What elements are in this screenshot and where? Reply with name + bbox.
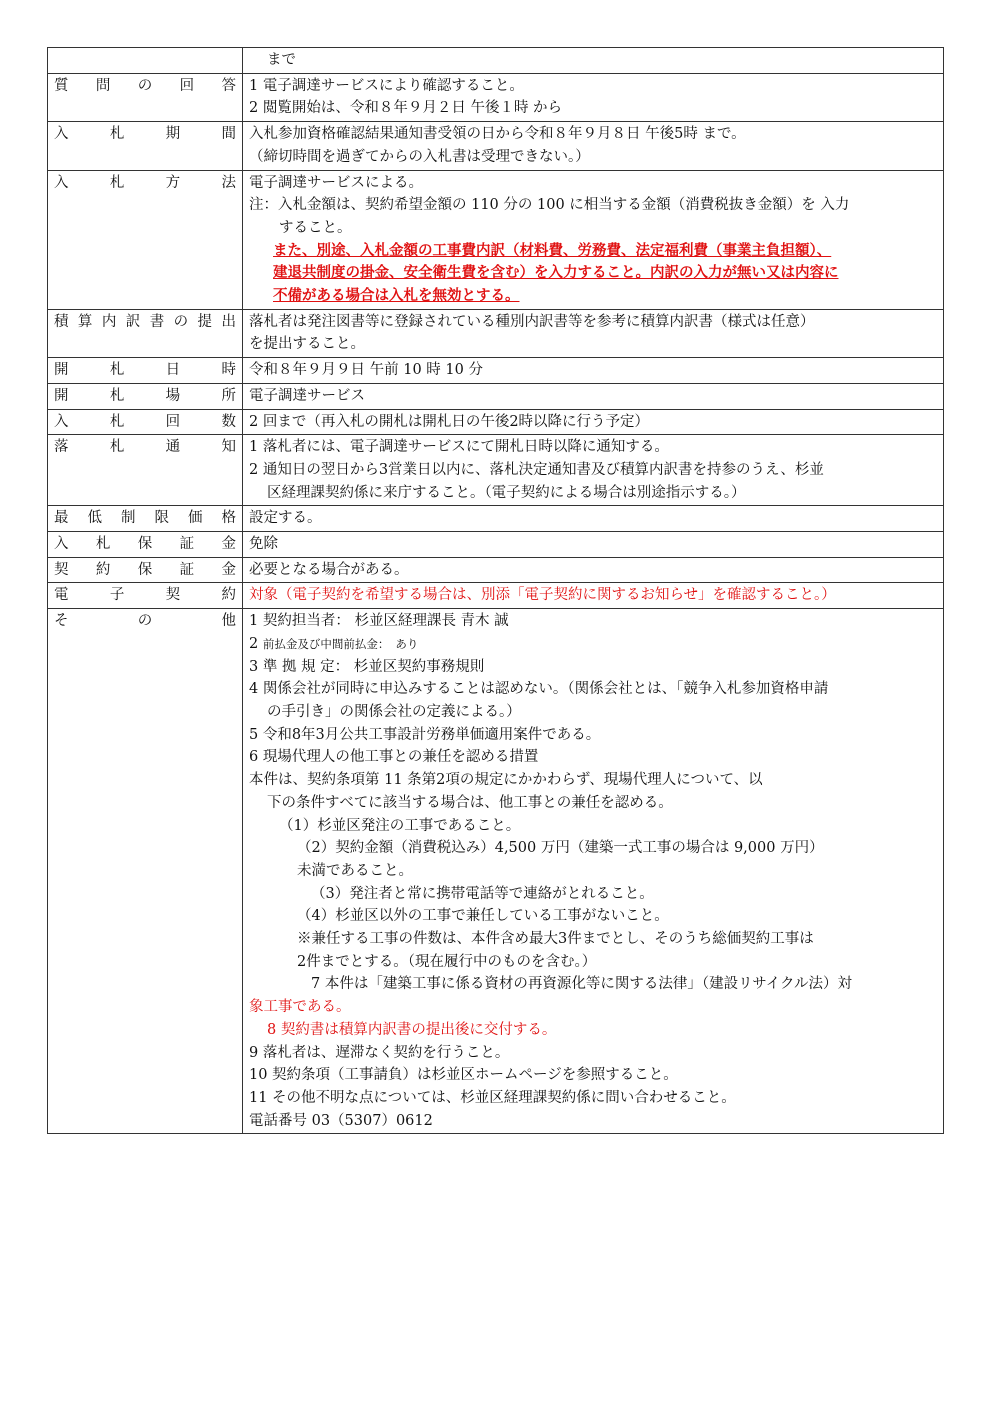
row-label: 開 札 日 時 — [54, 362, 236, 379]
estimate-breakdown-content — [243, 309, 944, 357]
table-row — [48, 309, 944, 357]
content-line: 建退共制度の掛金、安全衛生費を含む）を入力すること。内訳の入力が無い又は内容に — [273, 264, 839, 282]
row-label: 電 子 契 約 — [54, 587, 236, 604]
table-row — [48, 73, 944, 121]
content-fragment: あり — [395, 636, 419, 651]
question-answer-content — [243, 73, 944, 121]
content-line: 4 関係会社が同時に申込みすることは認めない。（関係会社とは、「競争入札参加資格申請 — [249, 681, 829, 698]
other-content — [243, 609, 944, 1134]
content-line: 10 契約条項（工事請負）は杉並区ホームページを参照すること。 — [249, 1067, 678, 1084]
row-label: 入 札 期 間 — [54, 126, 236, 143]
row-label-cell — [48, 435, 243, 506]
row-label-cell — [48, 583, 243, 609]
content-line: 電子調達サービス — [249, 387, 365, 404]
content-line: 2件までとする。（現在履行中のものを含む。） — [297, 953, 597, 970]
content-line: 必要となる場合がある。 — [249, 561, 409, 578]
row-label: 開 札 場 所 — [54, 387, 236, 404]
row-label-cell — [48, 309, 243, 357]
content-line: 1 契約担当者： 杉並区経理課長 青木 誠 — [249, 613, 509, 630]
content-line: 2 回まで（再入札の開札は開札日の午後2時以降に行う予定） — [249, 413, 650, 430]
content-line: 区経理課契約係に来庁すること。（電子契約による場合は別途指示する。） — [267, 484, 746, 501]
content-line: 令和８年９月９日 午前 10 時 10 分 — [249, 362, 483, 379]
content-fragment: 2 — [249, 635, 263, 652]
table-row — [48, 609, 944, 1134]
bid-method-content — [243, 170, 944, 309]
content-line: 注：入札金額は、契約希望金額の 110 分の 100 に相当する金額（消費税抜き金額）を 入力 — [249, 197, 850, 214]
bid-bond-content — [243, 532, 944, 558]
content-line: 8 契約書は積算内訳書の提出後に交付する。 — [267, 1021, 557, 1038]
table-row — [48, 358, 944, 384]
content-line: （1）杉並区発注の工事であること。 — [279, 817, 521, 834]
content-line: 1 電子調達サービスにより確認すること。 — [249, 77, 524, 94]
content-line: 落札者は発注図書等に登録されている種別内訳書等を参考に積算内訳書（様式は任意） — [249, 313, 815, 330]
row-label: 契 約 保 証 金 — [54, 561, 236, 578]
opening-place-content — [243, 383, 944, 409]
row-label-cell — [48, 48, 243, 74]
content-fragment: 前払金及び中間前払金： — [262, 636, 390, 651]
content-line: 1 落札者には、電子調達サービスにて開札日時以降に通知する。 — [249, 439, 669, 456]
table-row — [48, 506, 944, 532]
e-contract-content — [243, 583, 944, 609]
minimum-price-content — [243, 506, 944, 532]
content-line: 2 通知日の翌日から3営業日以内に、落札決定通知書及び積算内訳書を持参のうえ、杉並 — [249, 461, 824, 478]
content-line: 入札参加資格確認結果通知書受領の日から令和８年９月８日 午後5時 まで。 — [249, 126, 746, 143]
row-label: 入 札 方 法 — [54, 174, 236, 191]
row-label: 質 問 の 回 答 — [54, 77, 236, 94]
row-label-cell — [48, 122, 243, 170]
content-line: 対象（電子契約を希望する場合は、別添「電子契約に関するお知らせ」を確認すること。） — [249, 587, 836, 604]
row-label: 入 札 回 数 — [54, 413, 236, 430]
row-label: 積 算 内 訳 書 の 提 出 — [54, 313, 236, 330]
notice-table — [47, 47, 944, 1134]
content-line: を提出すること。 — [249, 336, 365, 353]
table-row — [48, 170, 944, 309]
content-line: 2 閲覧開始は、令和８年９月２日 午後１時 から — [249, 100, 563, 117]
content-line: 未満であること。 — [297, 862, 413, 879]
content-line: 下の条件すべてに該当する場合は、他工事との兼任を認める。 — [267, 794, 673, 811]
row-label-cell — [48, 358, 243, 384]
content-line: まで — [267, 52, 296, 68]
opening-datetime-content — [243, 358, 944, 384]
content-line: また、別途、入札金額の工事費内訳（材料費、労務費、法定福利費（事業主負担額）、 — [273, 241, 832, 259]
contract-bond-content — [243, 557, 944, 583]
row-label-cell — [48, 409, 243, 435]
row-label-cell — [48, 170, 243, 309]
content-line: 7 本件は「建築工事に係る資材の再資源化等に関する法律」（建設リサイクル法）対 — [311, 976, 853, 993]
content-line: 電話番号 03（5307）0612 — [249, 1112, 433, 1129]
content-line: 免除 — [249, 536, 278, 553]
content-line: の手引き」の関係会社の定義による。） — [267, 703, 521, 720]
content-line: 9 落札者は、遅滞なく契約を行うこと。 — [249, 1044, 510, 1061]
content-line: 象工事である。 — [249, 999, 351, 1016]
content-line: 電子調達サービスによる。 — [249, 174, 423, 191]
table-row — [48, 122, 944, 170]
row-label: 入 札 保 証 金 — [54, 536, 236, 553]
content-line: 5 令和8年3月公共工事設計労務単価適用案件である。 — [249, 726, 601, 743]
table-row — [48, 583, 944, 609]
bid-count-content — [243, 409, 944, 435]
row-label-cell — [48, 383, 243, 409]
row-label-cell — [48, 557, 243, 583]
content-line: 3 準 拠 規 定： 杉並区契約事務規則 — [249, 658, 485, 675]
content-line: 6 現場代理人の他工事との兼任を認める措置 — [249, 749, 539, 766]
table-row — [48, 435, 944, 506]
table-row — [48, 48, 944, 74]
award-notice-content — [243, 435, 944, 506]
row-label: 落 札 通 知 — [54, 439, 236, 456]
content-line: 設定する。 — [249, 510, 322, 527]
table-row — [48, 557, 944, 583]
content-line — [249, 633, 937, 656]
row-label-cell — [48, 609, 243, 1134]
content-line: （4）杉並区以外の工事で兼任している工事がないこと。 — [297, 908, 669, 925]
content-line: ※兼任する工事の件数は、本件含め最大3件までとし、そのうち総価契約工事は — [297, 931, 814, 948]
bid-period-content — [243, 122, 944, 170]
row-label-cell — [48, 506, 243, 532]
content-line: （締切時間を過ぎてからの入札書は受理できない。） — [249, 148, 590, 165]
content-line: 本件は、契約条項第 11 条第2項の規定にかかわらず、現場代理人について、以 — [249, 772, 763, 789]
table-row — [48, 383, 944, 409]
content-line: 不備がある場合は入札を無効とする。 — [273, 287, 520, 305]
content-line: すること。 — [279, 219, 352, 236]
row-label-cell — [48, 532, 243, 558]
content-line: 11 その他不明な点については、杉並区経理課契約係に問い合わせること。 — [249, 1089, 736, 1106]
content-line: （3）発注者と常に携帯電話等で連絡がとれること。 — [311, 885, 654, 902]
row-label: そ の 他 — [54, 613, 236, 630]
table-row — [48, 409, 944, 435]
row-label-cell — [48, 73, 243, 121]
table-row — [48, 532, 944, 558]
row-label: 最 低 制 限 価 格 — [54, 510, 236, 527]
continued-content — [243, 48, 944, 74]
content-line: （2）契約金額（消費税込み）4,500 万円（建築一式工事の場合は 9,000 万円） — [297, 840, 824, 857]
